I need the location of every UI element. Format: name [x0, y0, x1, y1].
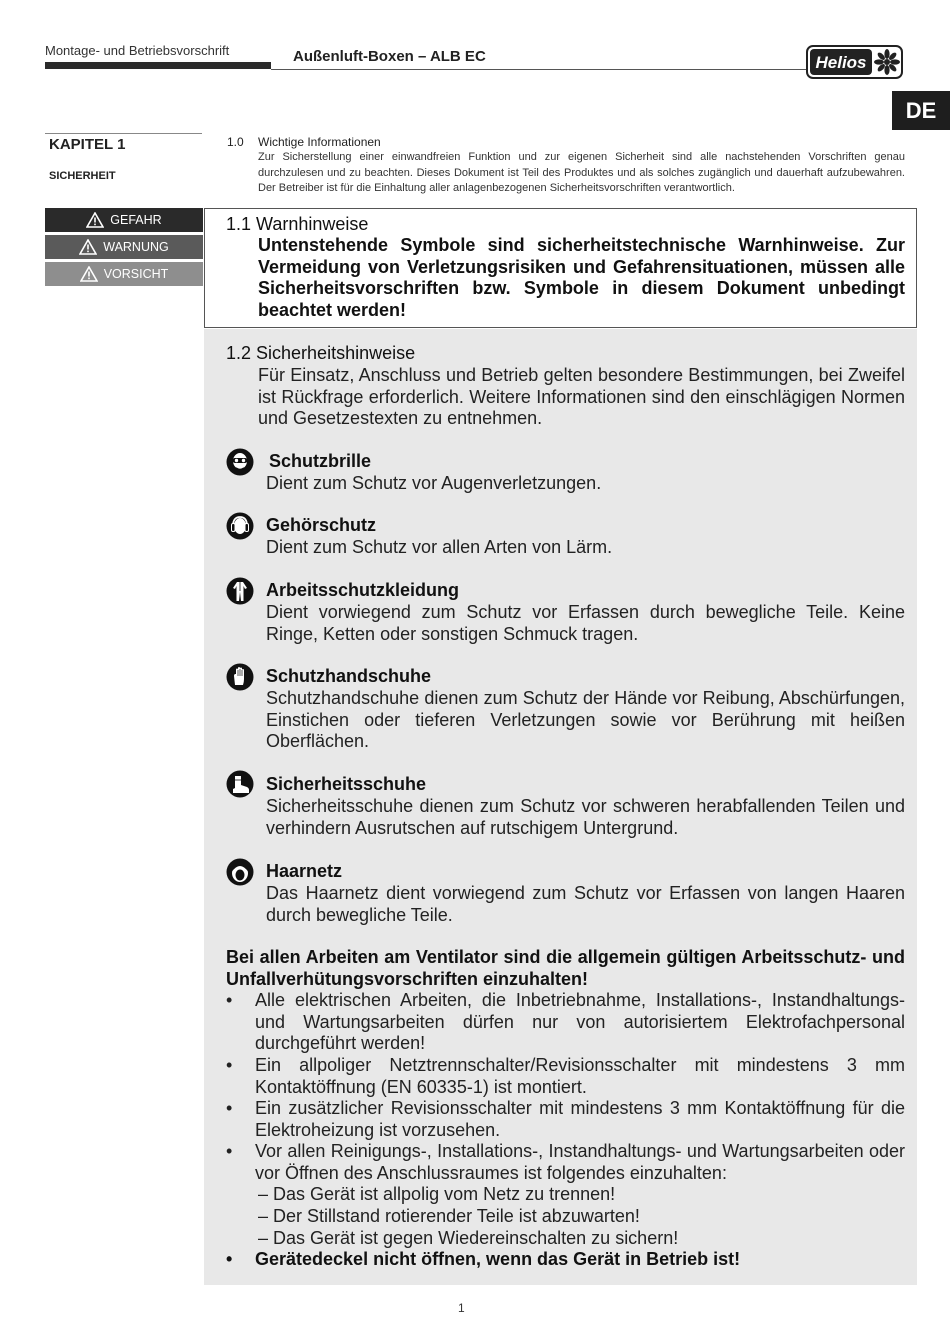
final-warning-text: Gerätedeckel nicht öffnen, wenn das Gerät in Betrieb ist!	[255, 1249, 741, 1269]
safety-shoes-icon	[226, 770, 254, 798]
warning-triangle-icon	[79, 239, 97, 255]
protection-title: Gehörschutz	[266, 515, 377, 535]
protection-item	[226, 512, 254, 545]
protection-text: Dient zum Schutz vor allen Arten von Lärm.	[266, 537, 613, 557]
protection-item	[226, 770, 254, 803]
protection-title: Arbeitsschutzkleidung	[266, 580, 460, 600]
list-item	[226, 990, 905, 1055]
helios-logo	[806, 44, 904, 80]
section-1-2-text: Für Einsatz, Anschluss und Betrieb gelten besondere Bestimmungen, bei Zweifel ist Rückfrage erforderlich. Weitere Informationen sind den einschlägigen Normen und Gesetzestexten zu entnehmen.	[258, 365, 905, 429]
bullet-icon: •	[226, 1249, 233, 1269]
protection-text: Schutzhandschuhe dienen zum Schutz der Hände vor Reibung, Abschürfungen, Einstichen oder tieferen Verletzungen sowie vor Berührung mit heißen Oberflächen.	[266, 688, 905, 752]
warning-triangle-icon	[80, 266, 98, 282]
language-badge: DE	[892, 91, 950, 130]
safety-goggles-icon	[226, 448, 254, 476]
section-1-2-heading: 1.2 Sicherheitshinweise	[226, 343, 416, 363]
section-1-0-number: 1.0	[227, 135, 244, 149]
sub-item: – Das Gerät ist gegen Wiedereinschalten zu sichern!	[258, 1228, 679, 1248]
bullet-icon: •	[226, 1098, 233, 1118]
protective-clothing-icon	[226, 577, 254, 605]
signal-vorsicht-label: VORSICHT	[103, 267, 169, 281]
page-number: 1	[458, 1301, 465, 1315]
signal-gefahr-label: GEFAHR	[110, 213, 162, 227]
signal-vorsicht	[45, 262, 203, 286]
protection-text: Das Haarnetz dient vorwiegend zum Schutz vor Erfassen von langen Haaren durch bewegliche Teile.	[266, 883, 905, 925]
list-item	[226, 1055, 905, 1098]
section-1-1-heading: 1.1 Warnhinweise	[226, 214, 369, 234]
signal-warnung	[45, 235, 203, 259]
protection-item	[226, 448, 254, 481]
protection-title: Sicherheitsschuhe	[266, 774, 427, 794]
list-item	[226, 1141, 905, 1184]
protection-item	[226, 858, 254, 891]
protection-item	[226, 663, 254, 696]
bullet-icon: •	[226, 990, 233, 1010]
protection-text: Sicherheitsschuhe dienen zum Schutz vor schweren herabfallenden Teilen und verhindern Ausrutschen auf rutschigem Untergrund.	[266, 796, 905, 838]
signal-gefahr	[45, 208, 203, 232]
protection-item	[226, 577, 254, 610]
ear-protection-icon	[226, 512, 254, 540]
chapter-title: SICHERHEIT	[49, 170, 116, 182]
document-type: Montage- und Betriebsvorschrift	[45, 43, 230, 58]
sub-item: – Der Stillstand rotierender Teile ist abzuwarten!	[258, 1206, 640, 1226]
signal-warnung-label: WARNUNG	[103, 240, 169, 254]
list-item	[226, 1249, 905, 1271]
section-1-1-text: Untenstehende Symbole sind sicherheitstechnische Warnhinweise. Zur Vermeidung von Verletzungsrisiken und Gefahrensituationen, müssen alle Sicherheitsvorschriften bzw. Symbole in diesem Dokument unbedingt beachtet werden!	[258, 235, 905, 320]
header-rule	[271, 69, 806, 70]
list-item	[226, 1098, 905, 1141]
header-bar	[45, 62, 271, 69]
protection-title: Haarnetz	[266, 861, 343, 881]
hair-net-icon	[226, 858, 254, 886]
product-title: Außenluft-Boxen – ALB EC	[293, 48, 486, 65]
section-1-0-text: Zur Sicherstellung einer einwandfreien Funktion und zur eigenen Sicherheit sind alle nachstehenden Vorschriften genau durchzulesen und zu beachten. Dieses Dokument ist Teil des Produktes und als solches zugänglich und dauerhaft aufzubewahren. Der Betreiber ist für die Einhaltung aller anlagenbezogenen Sicherheitsvorschriften verantwortlich.	[258, 151, 905, 194]
protection-title: Schutzbrille	[269, 451, 372, 471]
bullet-icon: •	[226, 1141, 233, 1161]
chapter-rule	[45, 133, 202, 134]
list-item-text: Vor allen Reinigungs-, Installations-, Instandhaltungs- und Wartungsarbeiten oder vor Öffnen des Anschlussraumes ist folgendes einzuhalten:	[255, 1141, 905, 1183]
list-item-text: Ein zusätzlicher Revisionsschalter mit mindestens 3 mm Kontaktöffnung für die Elektroheizung ist vorzusehen.	[255, 1098, 905, 1140]
protective-gloves-icon	[226, 663, 254, 691]
general-warning: Bei allen Arbeiten am Ventilator sind die allgemein gültigen Arbeitsschutz- und Unfallverhütungsvorschriften einzuhalten!	[226, 947, 905, 989]
bullet-icon: •	[226, 1055, 233, 1075]
protection-title: Schutzhandschuhe	[266, 666, 432, 686]
list-item-text: Alle elektrischen Arbeiten, die Inbetriebnahme, Installations-, Instandhaltungs- und Wartungsarbeiten dürfen nur von autorisiertem Elektrofachpersonal durchgeführt werden!	[255, 990, 905, 1054]
sub-item: – Das Gerät ist allpolig vom Netz zu trennen!	[258, 1184, 616, 1204]
protection-text: Dient zum Schutz vor Augenverletzungen.	[266, 473, 602, 493]
section-1-0-title: Wichtige Informationen	[258, 135, 381, 149]
chapter-label: KAPITEL 1	[49, 136, 126, 153]
list-item-text: Ein allpoliger Netztrennschalter/Revisionsschalter mit mindestens 3 mm Kontaktöffnung (EN 60335-1) ist montiert.	[255, 1055, 905, 1097]
protection-text: Dient vorwiegend zum Schutz vor Erfassen durch bewegliche Teile. Keine Ringe, Ketten oder sonstigen Schmuck tragen.	[266, 602, 905, 644]
logo-text: Helios	[815, 53, 867, 72]
warning-triangle-icon	[86, 212, 104, 228]
